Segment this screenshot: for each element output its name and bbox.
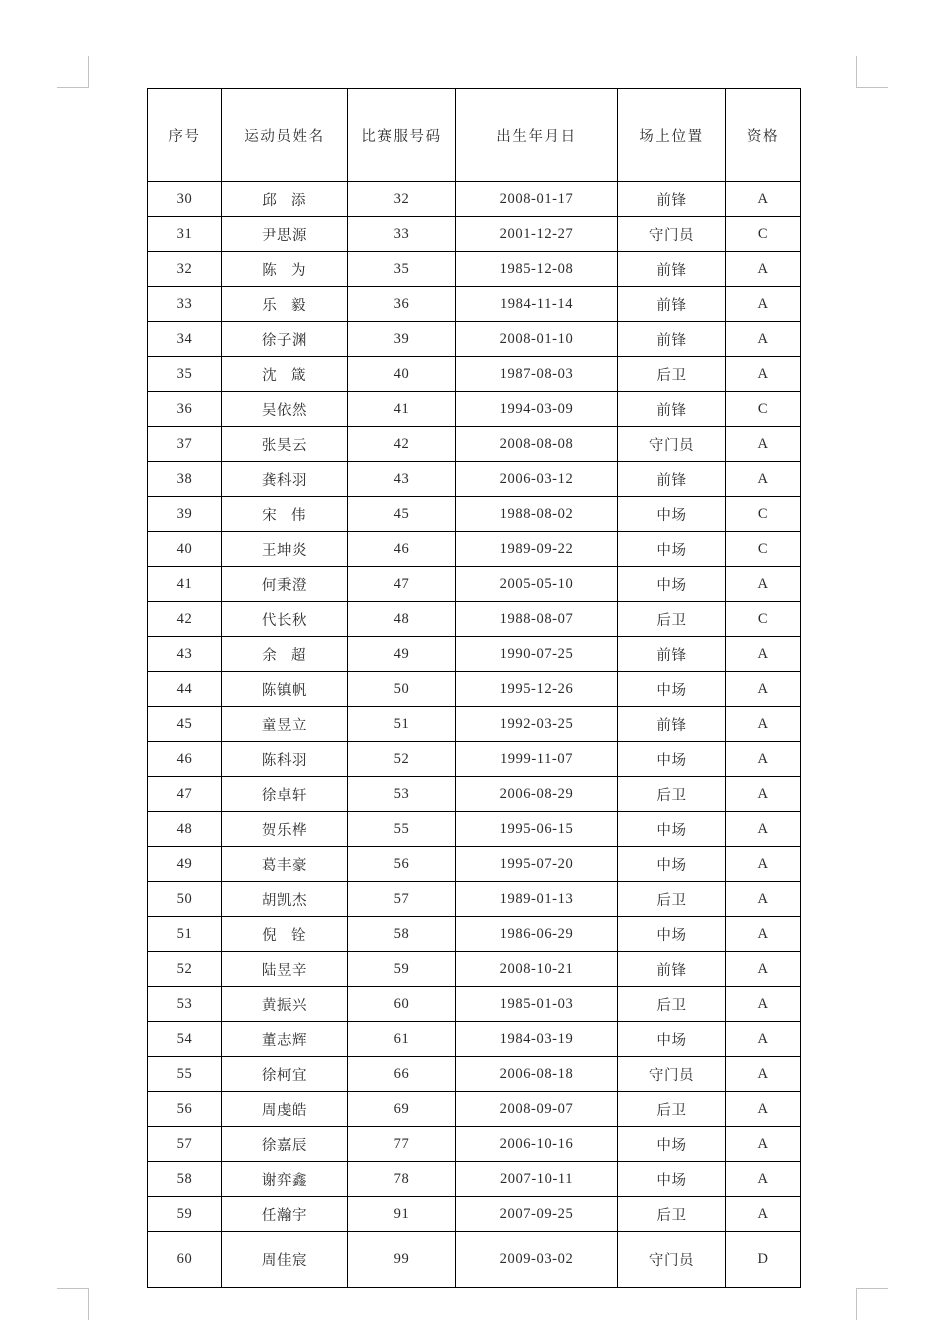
cell-qualification: A — [726, 462, 801, 497]
cell-birthdate: 1995-12-26 — [456, 672, 618, 707]
cell-index: 59 — [148, 1197, 222, 1232]
cell-position: 前锋 — [618, 182, 726, 217]
cell-position: 后卫 — [618, 882, 726, 917]
cell-qualification: A — [726, 917, 801, 952]
cell-index: 39 — [148, 497, 222, 532]
cell-index: 37 — [148, 427, 222, 462]
cell-shirt-number: 55 — [348, 812, 456, 847]
cell-athlete-name: 宋 伟 — [222, 497, 348, 532]
cell-position: 前锋 — [618, 952, 726, 987]
cell-athlete-name: 王坤炎 — [222, 532, 348, 567]
cell-qualification: A — [726, 252, 801, 287]
cell-position: 后卫 — [618, 777, 726, 812]
cell-qualification: A — [726, 1197, 801, 1232]
cell-shirt-number: 61 — [348, 1022, 456, 1057]
cell-shirt-number: 45 — [348, 497, 456, 532]
cell-birthdate: 2007-10-11 — [456, 1162, 618, 1197]
cell-athlete-name: 陆昱辛 — [222, 952, 348, 987]
cell-birthdate: 1988-08-07 — [456, 602, 618, 637]
cell-athlete-name: 徐子渊 — [222, 322, 348, 357]
cell-index: 52 — [148, 952, 222, 987]
cell-qualification: A — [726, 847, 801, 882]
cell-shirt-number: 40 — [348, 357, 456, 392]
cell-athlete-name: 徐卓轩 — [222, 777, 348, 812]
cell-shirt-number: 59 — [348, 952, 456, 987]
cell-qualification: A — [726, 672, 801, 707]
cell-qualification: A — [726, 1092, 801, 1127]
cell-shirt-number: 77 — [348, 1127, 456, 1162]
cell-birthdate: 2006-03-12 — [456, 462, 618, 497]
cell-athlete-name: 何秉澄 — [222, 567, 348, 602]
cell-birthdate: 2008-09-07 — [456, 1092, 618, 1127]
cell-index: 49 — [148, 847, 222, 882]
cell-birthdate: 1995-06-15 — [456, 812, 618, 847]
cell-athlete-name: 黄振兴 — [222, 987, 348, 1022]
cell-qualification: A — [726, 742, 801, 777]
table-row — [148, 427, 801, 462]
cell-shirt-number: 78 — [348, 1162, 456, 1197]
table-row — [148, 1162, 801, 1197]
header-row — [148, 89, 801, 182]
cell-birthdate: 1990-07-25 — [456, 637, 618, 672]
cell-qualification: A — [726, 707, 801, 742]
cell-shirt-number: 35 — [348, 252, 456, 287]
table-row — [148, 987, 801, 1022]
cell-athlete-name: 邱 添 — [222, 182, 348, 217]
cell-index: 35 — [148, 357, 222, 392]
table-row — [148, 672, 801, 707]
cell-position: 中场 — [618, 917, 726, 952]
cell-position: 后卫 — [618, 357, 726, 392]
cell-birthdate: 1986-06-29 — [456, 917, 618, 952]
cell-birthdate: 2008-10-21 — [456, 952, 618, 987]
cell-athlete-name: 徐柯宜 — [222, 1057, 348, 1092]
cell-index: 38 — [148, 462, 222, 497]
cell-birthdate: 2005-05-10 — [456, 567, 618, 602]
cell-index: 42 — [148, 602, 222, 637]
cell-position: 中场 — [618, 812, 726, 847]
cell-position: 中场 — [618, 847, 726, 882]
cell-position: 中场 — [618, 672, 726, 707]
table-row — [148, 1022, 801, 1057]
cell-shirt-number: 36 — [348, 287, 456, 322]
cell-athlete-name: 张昊云 — [222, 427, 348, 462]
athlete-roster-table — [147, 88, 801, 1288]
cell-qualification: A — [726, 287, 801, 322]
cell-birthdate: 1989-01-13 — [456, 882, 618, 917]
cell-index: 58 — [148, 1162, 222, 1197]
cell-position: 中场 — [618, 1127, 726, 1162]
table-row — [148, 882, 801, 917]
cell-shirt-number: 58 — [348, 917, 456, 952]
cell-position: 守门员 — [618, 1232, 726, 1288]
table-row — [148, 287, 801, 322]
crop-mark-top-right — [856, 56, 888, 88]
table-body — [148, 182, 801, 1288]
cell-index: 43 — [148, 637, 222, 672]
cell-index: 56 — [148, 1092, 222, 1127]
cell-shirt-number: 33 — [348, 217, 456, 252]
cell-qualification: A — [726, 567, 801, 602]
cell-index: 51 — [148, 917, 222, 952]
cell-qualification: A — [726, 357, 801, 392]
table-header — [148, 89, 801, 182]
cell-index: 40 — [148, 532, 222, 567]
cell-qualification: C — [726, 497, 801, 532]
cell-birthdate: 1992-03-25 — [456, 707, 618, 742]
table-row — [148, 1127, 801, 1162]
cell-shirt-number: 50 — [348, 672, 456, 707]
cell-shirt-number: 99 — [348, 1232, 456, 1288]
table-row — [148, 217, 801, 252]
cell-shirt-number: 53 — [348, 777, 456, 812]
cell-position: 前锋 — [618, 707, 726, 742]
cell-athlete-name: 尹思源 — [222, 217, 348, 252]
table-row — [148, 1092, 801, 1127]
cell-birthdate: 1984-03-19 — [456, 1022, 618, 1057]
cell-index: 46 — [148, 742, 222, 777]
cell-athlete-name: 陈科羽 — [222, 742, 348, 777]
table-row — [148, 322, 801, 357]
cell-shirt-number: 48 — [348, 602, 456, 637]
cell-athlete-name: 周虔皓 — [222, 1092, 348, 1127]
cell-qualification: C — [726, 217, 801, 252]
table-row — [148, 812, 801, 847]
cell-qualification: C — [726, 602, 801, 637]
cell-athlete-name: 任瀚宇 — [222, 1197, 348, 1232]
cell-birthdate: 1984-11-14 — [456, 287, 618, 322]
column-header-position: 场上位置 — [618, 89, 726, 182]
cell-athlete-name: 沈 箴 — [222, 357, 348, 392]
cell-shirt-number: 91 — [348, 1197, 456, 1232]
cell-athlete-name: 乐 毅 — [222, 287, 348, 322]
cell-position: 前锋 — [618, 252, 726, 287]
cell-shirt-number: 49 — [348, 637, 456, 672]
cell-athlete-name: 胡凯杰 — [222, 882, 348, 917]
cell-birthdate: 2006-08-18 — [456, 1057, 618, 1092]
table-row — [148, 182, 801, 217]
cell-qualification: A — [726, 322, 801, 357]
cell-shirt-number: 69 — [348, 1092, 456, 1127]
cell-shirt-number: 43 — [348, 462, 456, 497]
cell-birthdate: 1985-01-03 — [456, 987, 618, 1022]
cell-birthdate: 1995-07-20 — [456, 847, 618, 882]
cell-shirt-number: 32 — [348, 182, 456, 217]
roster-sheet — [147, 88, 800, 1288]
cell-birthdate: 1985-12-08 — [456, 252, 618, 287]
cell-shirt-number: 39 — [348, 322, 456, 357]
cell-shirt-number: 42 — [348, 427, 456, 462]
cell-birthdate: 2006-10-16 — [456, 1127, 618, 1162]
cell-index: 36 — [148, 392, 222, 427]
cell-birthdate: 1989-09-22 — [456, 532, 618, 567]
cell-index: 30 — [148, 182, 222, 217]
table-row — [148, 847, 801, 882]
cell-position: 后卫 — [618, 1197, 726, 1232]
cell-qualification: A — [726, 1057, 801, 1092]
cell-shirt-number: 56 — [348, 847, 456, 882]
column-header-birthdate: 出生年月日 — [456, 89, 618, 182]
table-row — [148, 952, 801, 987]
cell-position: 中场 — [618, 497, 726, 532]
column-header-name: 运动员姓名 — [222, 89, 348, 182]
cell-index: 48 — [148, 812, 222, 847]
table-row — [148, 1232, 801, 1288]
cell-athlete-name: 龚科羽 — [222, 462, 348, 497]
cell-index: 45 — [148, 707, 222, 742]
cell-athlete-name: 代长秋 — [222, 602, 348, 637]
cell-index: 57 — [148, 1127, 222, 1162]
cell-position: 中场 — [618, 1022, 726, 1057]
cell-index: 31 — [148, 217, 222, 252]
cell-shirt-number: 51 — [348, 707, 456, 742]
cell-index: 53 — [148, 987, 222, 1022]
cell-position: 前锋 — [618, 287, 726, 322]
cell-athlete-name: 谢弈鑫 — [222, 1162, 348, 1197]
table-row — [148, 917, 801, 952]
cell-athlete-name: 余 超 — [222, 637, 348, 672]
cell-birthdate: 2001-12-27 — [456, 217, 618, 252]
cell-athlete-name: 陈镇帆 — [222, 672, 348, 707]
table-row — [148, 742, 801, 777]
cell-athlete-name: 徐嘉辰 — [222, 1127, 348, 1162]
table-row — [148, 1197, 801, 1232]
cell-qualification: A — [726, 182, 801, 217]
cell-index: 55 — [148, 1057, 222, 1092]
table-row — [148, 1057, 801, 1092]
crop-mark-bottom-right — [856, 1288, 888, 1320]
cell-index: 32 — [148, 252, 222, 287]
cell-athlete-name: 陈 为 — [222, 252, 348, 287]
cell-qualification: A — [726, 777, 801, 812]
cell-shirt-number: 57 — [348, 882, 456, 917]
table-row — [148, 637, 801, 672]
column-header-qualification: 资格 — [726, 89, 801, 182]
cell-shirt-number: 60 — [348, 987, 456, 1022]
table-row — [148, 602, 801, 637]
cell-athlete-name: 董志辉 — [222, 1022, 348, 1057]
cell-position: 中场 — [618, 567, 726, 602]
cell-index: 34 — [148, 322, 222, 357]
cell-qualification: A — [726, 1022, 801, 1057]
column-header-shirt-no: 比赛服号码 — [348, 89, 456, 182]
column-header-index: 序号 — [148, 89, 222, 182]
cell-position: 中场 — [618, 742, 726, 777]
crop-mark-bottom-left — [57, 1288, 89, 1320]
cell-position: 中场 — [618, 1162, 726, 1197]
cell-position: 前锋 — [618, 462, 726, 497]
cell-shirt-number: 46 — [348, 532, 456, 567]
cell-athlete-name: 童昱立 — [222, 707, 348, 742]
cell-athlete-name: 葛丰豪 — [222, 847, 348, 882]
table-row — [148, 357, 801, 392]
crop-mark-top-left — [57, 56, 89, 88]
cell-qualification: A — [726, 427, 801, 462]
cell-qualification: D — [726, 1232, 801, 1288]
table-row — [148, 532, 801, 567]
cell-index: 41 — [148, 567, 222, 602]
cell-birthdate: 2008-08-08 — [456, 427, 618, 462]
cell-qualification: A — [726, 882, 801, 917]
table-row — [148, 497, 801, 532]
cell-birthdate: 2007-09-25 — [456, 1197, 618, 1232]
cell-shirt-number: 52 — [348, 742, 456, 777]
cell-shirt-number: 47 — [348, 567, 456, 602]
cell-birthdate: 1994-03-09 — [456, 392, 618, 427]
cell-athlete-name: 倪 铨 — [222, 917, 348, 952]
cell-position: 前锋 — [618, 637, 726, 672]
cell-birthdate: 1987-08-03 — [456, 357, 618, 392]
cell-index: 60 — [148, 1232, 222, 1288]
cell-birthdate: 2009-03-02 — [456, 1232, 618, 1288]
cell-position: 后卫 — [618, 987, 726, 1022]
table-row — [148, 567, 801, 602]
cell-birthdate: 2008-01-10 — [456, 322, 618, 357]
cell-position: 守门员 — [618, 1057, 726, 1092]
table-row — [148, 392, 801, 427]
cell-position: 中场 — [618, 532, 726, 567]
cell-position: 前锋 — [618, 392, 726, 427]
cell-shirt-number: 41 — [348, 392, 456, 427]
cell-birthdate: 1999-11-07 — [456, 742, 618, 777]
cell-index: 54 — [148, 1022, 222, 1057]
cell-qualification: A — [726, 1127, 801, 1162]
cell-qualification: C — [726, 532, 801, 567]
cell-birthdate: 2006-08-29 — [456, 777, 618, 812]
cell-index: 47 — [148, 777, 222, 812]
cell-index: 33 — [148, 287, 222, 322]
cell-athlete-name: 吴依然 — [222, 392, 348, 427]
cell-qualification: A — [726, 987, 801, 1022]
cell-qualification: A — [726, 1162, 801, 1197]
cell-qualification: A — [726, 952, 801, 987]
cell-index: 44 — [148, 672, 222, 707]
cell-qualification: A — [726, 637, 801, 672]
cell-birthdate: 1988-08-02 — [456, 497, 618, 532]
cell-position: 守门员 — [618, 427, 726, 462]
cell-athlete-name: 贺乐桦 — [222, 812, 348, 847]
cell-qualification: C — [726, 392, 801, 427]
cell-shirt-number: 66 — [348, 1057, 456, 1092]
cell-position: 前锋 — [618, 322, 726, 357]
table-row — [148, 777, 801, 812]
table-row — [148, 462, 801, 497]
cell-qualification: A — [726, 812, 801, 847]
table-row — [148, 252, 801, 287]
cell-position: 后卫 — [618, 602, 726, 637]
table-row — [148, 707, 801, 742]
cell-position: 守门员 — [618, 217, 726, 252]
cell-athlete-name: 周佳宸 — [222, 1232, 348, 1288]
cell-index: 50 — [148, 882, 222, 917]
cell-position: 后卫 — [618, 1092, 726, 1127]
cell-birthdate: 2008-01-17 — [456, 182, 618, 217]
